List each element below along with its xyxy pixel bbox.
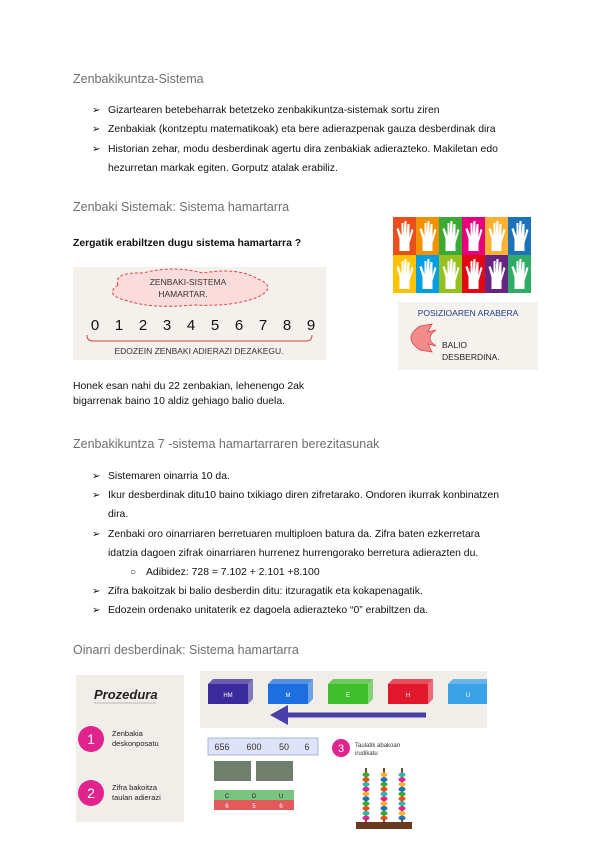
step-3-text: Taulatik abakoan	[355, 743, 401, 749]
digit-4: 4	[186, 317, 196, 334]
paragraph-explanation	[73, 379, 304, 409]
positional-line-2: DESBERDINA.	[442, 352, 500, 362]
abacus-bead	[363, 816, 370, 821]
hand-tile	[462, 217, 485, 255]
step-3-number: 3	[337, 743, 345, 755]
abacus-bead	[399, 782, 406, 787]
list-item: ➢ Edozein ordenako unitaterik ez dagoela adierazteko “0” erabiltzen da.	[92, 605, 429, 616]
heading-zenbaki-sistemak: Zenbaki Sistemak: Sistema hamartarra	[73, 200, 290, 214]
procedure-title: Prozedura	[94, 687, 158, 702]
figure-abacus	[200, 728, 416, 832]
cloud-line-2: HAMARTAR.	[158, 289, 208, 299]
digit-5: 5	[210, 317, 220, 334]
figure-positional-value	[398, 302, 538, 370]
place-block-label: HM	[223, 693, 233, 699]
hand-tile	[462, 255, 485, 293]
abacus-bead	[381, 782, 388, 787]
cloud-line-1: ZENBAKI-SISTEMA	[149, 277, 227, 287]
hands-grid	[393, 217, 532, 293]
abacus-bead	[399, 792, 406, 797]
abacus-base	[356, 822, 412, 829]
abacus-bead	[381, 792, 388, 797]
place-block-label: H	[405, 693, 411, 699]
table-val-u: 6	[279, 804, 283, 810]
place-block-hm	[208, 679, 253, 704]
procedure-drawing	[76, 675, 184, 822]
abacus-bead	[363, 782, 370, 787]
abacus-bead	[363, 811, 370, 816]
abacus-bead	[363, 777, 370, 782]
paragraph-line: bigarrenak baino 10 aldiz gehiago balio duela.	[73, 396, 286, 407]
place-block-h	[388, 679, 433, 704]
positional-title: POSIZIOAREN ARABERA	[417, 308, 519, 318]
step-1-number: 1	[87, 731, 95, 747]
abacus-bead	[363, 801, 370, 806]
hand-tile	[508, 255, 531, 293]
step-2-number: 2	[87, 785, 95, 801]
abacus-bead	[381, 811, 388, 816]
abacus-bead	[399, 816, 406, 821]
digits-caption: EDOZEIN ZENBAKI ADIERAZI DEZAKEGU.	[114, 346, 284, 356]
figure-procedure	[76, 675, 184, 822]
digit-7: 7	[258, 317, 268, 334]
table-val-d: 5	[252, 804, 256, 810]
list-item-continuation: idatzia dagoen zifrak oinarriaren hurrenez hurrengorako berretura adierazten du.	[108, 548, 479, 559]
figure-colored-hands	[393, 217, 532, 293]
digit-row	[91, 317, 315, 334]
abacus-bead	[399, 797, 406, 802]
list-item: ➢ Zenbaki oro oinarriaren berretuaren multiploen batura da. Zifra baten ezkerretara	[92, 529, 480, 540]
sum-part: 600	[246, 742, 262, 752]
abacus-bead	[399, 777, 406, 782]
abacus-bead	[399, 806, 406, 811]
table-head-u: U	[278, 794, 284, 800]
abacus-bead	[363, 797, 370, 802]
abacus-bead	[399, 811, 406, 816]
step-2-text-a: Zifra bakoitza	[112, 783, 158, 792]
digit-9: 9	[306, 317, 316, 334]
abacus	[356, 768, 412, 829]
hand-tile	[508, 217, 531, 255]
hand-tile	[439, 217, 462, 255]
paragraph-line: Honek esan nahi du 22 zenbakian, lehenengo 2ak	[73, 381, 305, 392]
place-value-blocks	[200, 671, 487, 728]
sum-part: 50	[278, 742, 290, 752]
list-item: ➢ Gizartearen betebeharrak betetzeko zenbakikuntza-sistemak sortu ziren	[92, 105, 440, 116]
heading-zenbakikuntza-sistema: Zenbakikuntza-Sistema	[73, 72, 204, 86]
abacus-bead	[399, 773, 406, 778]
hand-tile	[393, 255, 416, 293]
abacus-bead	[381, 801, 388, 806]
place-block-label: U	[465, 693, 471, 699]
abacus-bead	[381, 806, 388, 811]
list-item: ➢ Ikur desberdinak ditu10 baino txikiago diren zifretarako. Ondoren ikurrak konbinatzen	[92, 490, 500, 501]
hand-tile	[485, 217, 508, 255]
figure-decimal-digits	[73, 267, 326, 360]
heading-berezitasunak: Zenbakikuntza 7 -sistema hamartarraren berezitasunak	[73, 437, 380, 451]
table-head-c: C	[224, 794, 230, 800]
abacus-drawing	[200, 728, 416, 832]
list-item: ➢ Zenbakiak (kontzeptu matematikoak) eta bere adierazpenak gauza desberdinak dira	[92, 124, 496, 135]
heading-oinarri-desberdinak: Oinarri desberdinak: Sistema hamartarra	[73, 643, 299, 657]
place-block-m	[268, 679, 313, 704]
question-text: Zergatik erabiltzen dugu sistema hamartarra ?	[73, 238, 302, 249]
place-block-label: M	[285, 693, 291, 699]
abacus-bead	[363, 787, 370, 792]
left-arrow-icon	[270, 705, 288, 725]
step-3-text-c: irudikatu	[355, 751, 378, 757]
abacus-bead	[381, 816, 388, 821]
list-item: ➢ Historian zehar, modu desberdinak agertu dira zenbakiak adierazteko. Makiletan edo	[92, 144, 498, 155]
abacus-bead	[399, 787, 406, 792]
abacus-bead	[381, 787, 388, 792]
hand-tile	[485, 255, 508, 293]
abacus-bead	[363, 773, 370, 778]
step-1-text-a: Zenbakia	[112, 729, 143, 738]
positional-value-drawing	[398, 302, 538, 370]
abacus-bead	[381, 773, 388, 778]
photo-thumbnail	[214, 761, 251, 781]
brace-line	[87, 335, 312, 341]
hand-tile	[416, 255, 439, 293]
abacus-bead	[381, 797, 388, 802]
hand-tile	[416, 217, 439, 255]
abacus-bead	[363, 806, 370, 811]
place-block-label: E	[345, 693, 351, 699]
step-2-text-b: taulan adierazi	[112, 793, 161, 802]
digit-2: 2	[138, 317, 148, 334]
abacus-bead	[381, 777, 388, 782]
list-item: ➢ Sistemaren oinarria 10 da.	[92, 471, 230, 482]
digit-1: 1	[114, 317, 124, 334]
digit-8: 8	[282, 317, 292, 334]
step-1-text-b: deskonposatu	[112, 739, 159, 748]
digit-3: 3	[162, 317, 172, 334]
table-head-d: D	[251, 794, 257, 800]
digit-6: 6	[234, 317, 244, 334]
table-val-c: 6	[225, 804, 229, 810]
abacus-bead	[363, 792, 370, 797]
digit-0: 0	[90, 317, 100, 334]
list-item-continuation: hezurretan markak egiten. Gorputz atalak erabiliz.	[108, 163, 338, 174]
photo-thumbnail	[256, 761, 293, 781]
positional-line-1: BALIO	[442, 340, 468, 350]
list-item: ➢ Zifra bakoitzak bi balio desberdin ditu: itzuragatik eta kokapenagatik.	[92, 586, 423, 597]
sub-list-item: ○ Adibidez: 728 = 7.102 + 2.101 +8.100	[130, 567, 320, 578]
list-item-continuation: dira.	[108, 509, 129, 520]
sum-part: 6	[304, 742, 310, 752]
sum-part: 656	[214, 742, 230, 752]
place-block-u	[448, 679, 487, 704]
hand-tile	[439, 255, 462, 293]
cloud-shape	[112, 269, 268, 306]
hand-tile	[393, 217, 416, 255]
place-block-e	[328, 679, 373, 704]
abacus-bead	[399, 801, 406, 806]
figure-decimal-digits-drawing	[73, 267, 326, 360]
curved-arrow-icon	[411, 324, 436, 352]
figure-place-blocks	[200, 671, 487, 728]
